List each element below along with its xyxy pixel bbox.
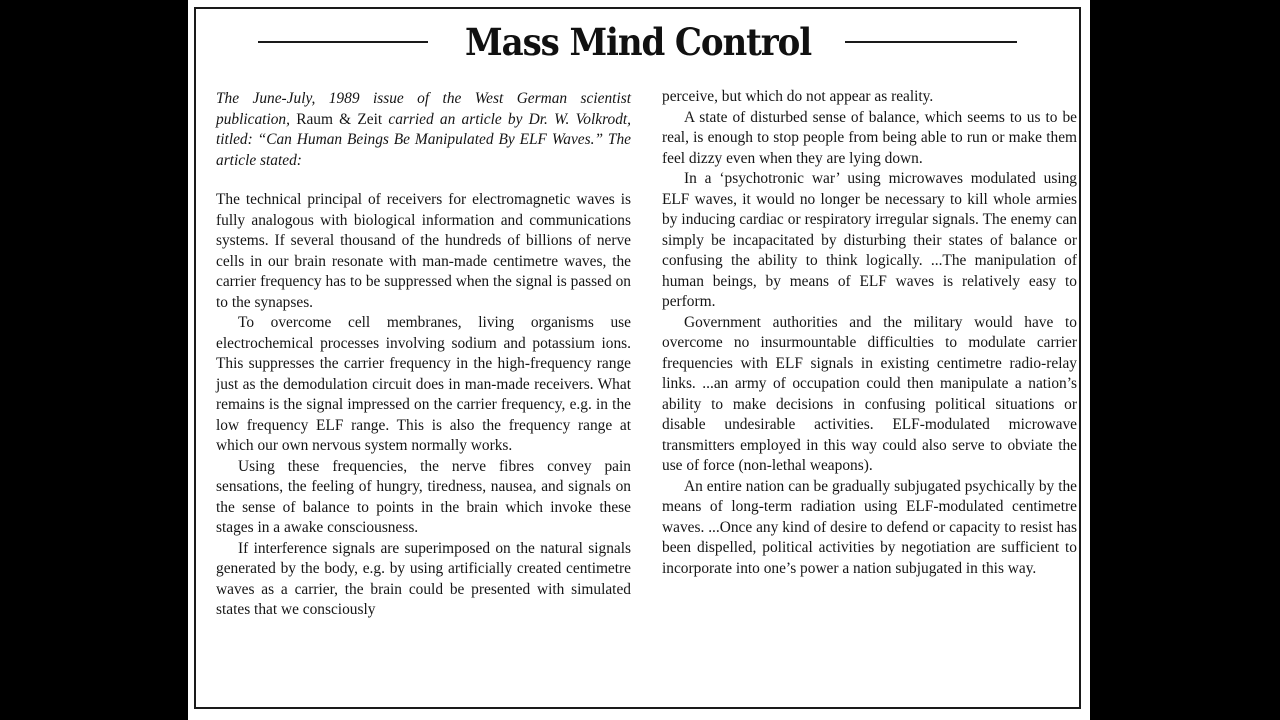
body-paragraph: A state of disturbed sense of balance, which seems to us to be real, is enough to stop people from being able to run or make them feel dizzy even when they are lying down.	[662, 108, 1077, 167]
body-paragraph-continuation: perceive, but which do not appear as reality.	[662, 88, 934, 105]
body-paragraph: Government authorities and the military would have to overcome no insurmountable difficulties to modulate carrier frequencies with ELF signals in existing centimetre radio-relay links. ...an army of occupation could then manipulate a nation’s ability to make decisions in confusing political situations or disable undesirable activities. ELF-modulated microwave transmitters employed in this way could also serve to obviate the use of force (non-lethal weapons).	[662, 313, 1077, 474]
right-column	[662, 87, 1077, 579]
body-paragraph: Using these frequencies, the nerve fibres convey pain sensations, the feeling of hungry, tiredness, nausea, and signals on the sense of balance to points in the brain which invoke these stages in a awake consciousness.	[216, 457, 631, 536]
title-row	[196, 17, 1079, 67]
left-column	[216, 87, 631, 621]
intro-paragraph	[216, 89, 631, 171]
article-title: Mass Mind Control	[465, 20, 812, 64]
body-paragraph: If interference signals are superimposed on the natural signals generated by the body, e.g. by using artificially created centimetre waves as a carrier, the brain could be presented with simulated states that we consciously	[216, 539, 631, 618]
title-rule-left	[258, 41, 428, 43]
publication-name: Raum & Zeit	[296, 110, 383, 128]
article-border	[194, 7, 1081, 709]
body-paragraph: An entire nation can be gradually subjugated psychically by the means of long-term radiation using ELF-modulated centimetre waves. ...Once any kind of desire to defend or capacity to resist has been dispelled, political activities by negotiation are sufficient to incorporate into one’s power a nation subjugated in this way.	[662, 477, 1077, 577]
article-page	[188, 0, 1090, 720]
intro-text-1: The June-July, 1989 issue of the West German scientist publication,	[216, 90, 631, 128]
intro-text-2: carried an article by Dr. W. Volkrodt, titled: “Can Human Beings Be Manipulated By ELF Waves.” The article stated:	[216, 110, 632, 169]
body-paragraph: In a ‘psychotronic war’ using microwaves modulated using ELF waves, it would no longer be necessary to kill whole armies by inducing cardiac or respiratory irregular signals. The enemy can simply be incapacitated by disturbing their states of balance or confusing the ability to think logically. ...The manipulation of human beings, by means of ELF waves is relatively easy to perform.	[662, 170, 1077, 310]
body-paragraph: To overcome cell membranes, living organisms use electrochemical processes involving sodium and potassium ions. This suppresses the carrier frequency in the high-frequency range just as the demodulation circuit does in man-made receivers. What remains is the signal impressed on the carrier frequency, e.g. in the low frequency ELF range. This is also the frequency range at which our own nervous system normally works.	[216, 314, 631, 454]
title-rule-right	[845, 41, 1017, 43]
body-paragraph: The technical principal of receivers for electromagnetic waves is fully analogous with biological information and communications systems. If several thousand of the hundreds of billions of nerve cells in our brain resonate with man-made centimetre waves, the carrier frequency has to be suppressed when the signal is passed on to the synapses.	[216, 191, 631, 311]
